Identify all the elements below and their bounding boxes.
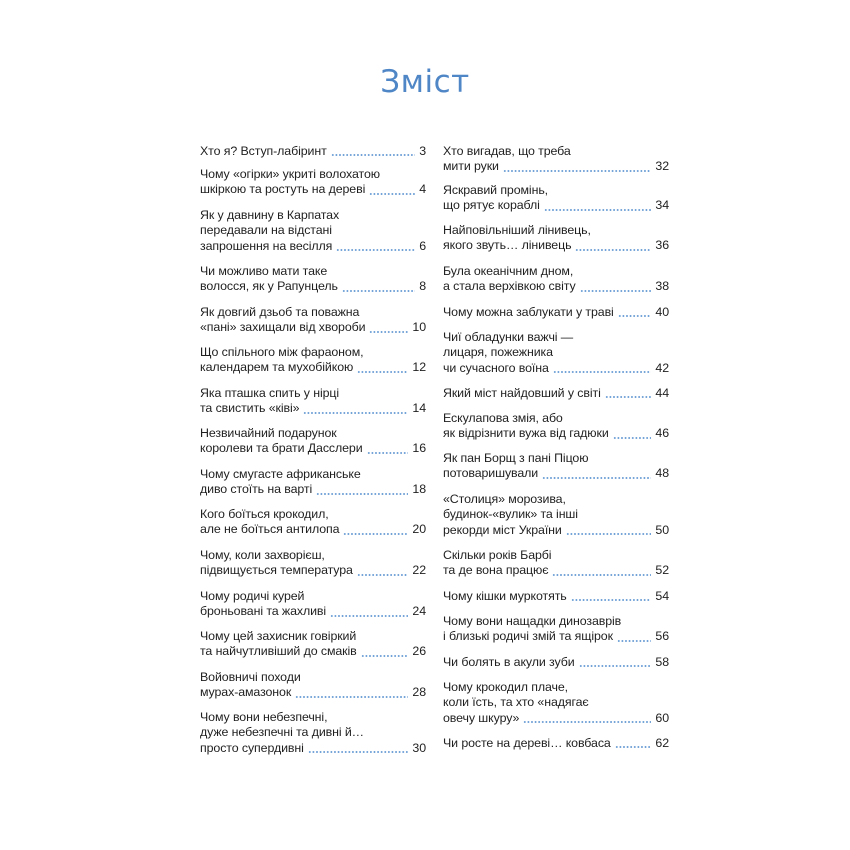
- toc-entry-title-line: коли їсть, та хто «надягає: [443, 695, 589, 710]
- toc-entry-title-line: але не боїться антилопа: [200, 522, 340, 537]
- toc-entry-title-line: рекорди міст України: [443, 522, 562, 537]
- toc-entry-title-line: Чому крокодил плаче,: [443, 680, 568, 694]
- toc-entry-title-line: як відрізнити вужа від гадюки: [443, 426, 609, 441]
- dot-leader: [618, 315, 652, 317]
- dot-leader: [342, 290, 415, 292]
- toc-entry-title-line: Чому родичі курей: [200, 589, 305, 603]
- toc-entry-title-line: Незвичайний подарунок: [200, 426, 337, 440]
- toc-entry-title-line: Чи можливо мати таке: [200, 264, 328, 278]
- toc-entry[interactable]: [443, 330, 669, 376]
- toc-entry-title-line: Чи росте на дереві… ковбаса: [443, 736, 611, 750]
- toc-page-number: 54: [655, 589, 669, 603]
- toc-entry-title-line: Ескулапова змія, або: [443, 411, 563, 425]
- toc-entry-title-line: «Столиця» морозива,: [443, 492, 566, 506]
- toc-entry[interactable]: [200, 264, 426, 295]
- toc-entry[interactable]: [200, 426, 426, 457]
- toc-entry-title-line: лицаря, пожежника: [443, 345, 553, 360]
- dot-leader: [295, 696, 408, 698]
- toc-entry-title-line: диво стоїть на варті: [200, 482, 313, 497]
- toc-page-number: 40: [655, 305, 669, 319]
- dot-leader: [575, 249, 651, 251]
- toc-page-number: 12: [412, 360, 426, 375]
- dot-leader: [580, 290, 652, 292]
- toc-entry-title-line: Хто вигадав, що треба: [443, 144, 571, 158]
- toc-entry[interactable]: [443, 492, 669, 538]
- toc-entry-title-line: Чому смугасте африканське: [200, 467, 361, 481]
- toc-entry-title-line: та найчутливіший до смаків: [200, 644, 357, 659]
- toc-page-number: 50: [655, 522, 669, 537]
- toc-entry-title-line: Чому цей захисник говіркий: [200, 629, 357, 643]
- toc-page-number: 32: [655, 159, 669, 174]
- dot-leader: [357, 371, 408, 373]
- toc-entry-title-line: Чому «огірки» укриті волохатою: [200, 167, 380, 181]
- toc-entry-title-line: просто супердивні: [200, 740, 304, 755]
- toc-page-number: 34: [655, 198, 669, 213]
- dot-leader: [369, 193, 415, 195]
- dot-leader: [566, 533, 652, 535]
- toc-entry[interactable]: [200, 345, 426, 376]
- dot-leader: [579, 665, 652, 667]
- page-title: Зміст: [380, 64, 470, 100]
- toc-entry[interactable]: [443, 223, 669, 254]
- toc-entry[interactable]: [443, 655, 669, 670]
- toc-entry-title-line: Чи болять в акули зуби: [443, 655, 575, 669]
- toc-entry-title-line: будинок-«вулик» та інші: [443, 507, 578, 522]
- toc-entry-title-line: Як пан Борщ з пані Піцою: [443, 451, 589, 465]
- toc-entry-title-line: Яка пташка спить у нірці: [200, 386, 340, 400]
- dot-leader: [308, 751, 409, 753]
- dot-leader: [303, 412, 408, 414]
- toc-entry[interactable]: [443, 183, 669, 214]
- toc-page-number: 18: [412, 482, 426, 497]
- toc-entry-title-line: якого звуть… лінивець: [443, 238, 572, 253]
- toc-entry-title-line: волосся, як у Рапунцель: [200, 279, 338, 294]
- toc-entry[interactable]: [200, 629, 426, 660]
- toc-entry-title-line: Чому кішки муркотять: [443, 589, 567, 603]
- dot-leader: [357, 574, 409, 576]
- toc-entry[interactable]: [200, 305, 426, 336]
- toc-entry-title-line: мити руки: [443, 159, 499, 174]
- toc-entry-title-line: дуже небезпечні та дивні й…: [200, 725, 364, 740]
- toc-page-number: 3: [419, 144, 426, 158]
- toc-entry-title-line: Була океанічним дном,: [443, 264, 574, 278]
- toc-entry[interactable]: [200, 386, 426, 417]
- toc-entry[interactable]: [200, 548, 426, 579]
- toc-entry[interactable]: [200, 144, 426, 159]
- dot-leader: [553, 371, 652, 373]
- toc-entry[interactable]: [200, 710, 426, 756]
- toc-entry-title-line: і близькі родичі змій та ящірок: [443, 629, 613, 644]
- toc-entry-title-line: Скільки років Барбі: [443, 548, 552, 562]
- toc-entry[interactable]: [200, 467, 426, 498]
- toc-entry-title-line: мурах-амазонок: [200, 685, 292, 700]
- toc-page-number: 38: [655, 279, 669, 294]
- toc-entry-title-line: Кого боїться крокодил,: [200, 507, 329, 521]
- toc-page-number: 46: [655, 426, 669, 441]
- toc-entry[interactable]: [443, 736, 669, 751]
- dot-leader: [571, 599, 652, 601]
- dot-leader: [331, 154, 416, 156]
- toc-page-number: 16: [412, 441, 426, 456]
- toc-page-number: 58: [655, 655, 669, 669]
- toc-entry-title-line: передавали на відстані: [200, 223, 332, 238]
- dot-leader: [542, 477, 651, 479]
- toc-entry-title-line: Як довгий дзьоб та поважна: [200, 305, 360, 319]
- toc-entry-title-line: Чиї обладунки важчі —: [443, 330, 574, 344]
- toc-entry-title-line: а стала верхівкою світу: [443, 279, 576, 294]
- dot-leader: [343, 533, 408, 535]
- dot-leader: [523, 721, 651, 723]
- toc-entry-title-line: Войовничі походи: [200, 670, 301, 684]
- dot-leader: [552, 574, 651, 576]
- toc-entry-title-line: «пані» захищали від хвороби: [200, 320, 366, 335]
- toc-entry-title-line: запрошення на весілля: [200, 238, 333, 253]
- toc-page-number: 44: [655, 386, 669, 400]
- dot-leader: [369, 331, 408, 333]
- toc-entry-title-line: Як у давнину в Карпатах: [200, 208, 340, 222]
- toc-entry-title-line: Найповільніший лінивець,: [443, 223, 591, 237]
- toc-entry[interactable]: [200, 670, 426, 701]
- toc-entry[interactable]: [200, 507, 426, 538]
- toc-page-number: 10: [412, 320, 426, 335]
- toc-entry-title-line: шкіркою та ростуть на дереві: [200, 182, 366, 197]
- dot-leader: [605, 396, 652, 398]
- toc-entry[interactable]: [443, 589, 669, 604]
- toc-page-number: 30: [412, 740, 426, 755]
- toc-page-number: 42: [655, 360, 669, 375]
- toc-entry-title-line: календарем та мухобійкою: [200, 360, 354, 375]
- toc-entry-title-line: чи сучасного воїна: [443, 360, 549, 375]
- toc-page-number: 6: [419, 238, 426, 253]
- toc-page-number: 28: [412, 685, 426, 700]
- toc-entry-title-line: підвищується температура: [200, 563, 353, 578]
- toc-page-number: 4: [419, 182, 426, 197]
- toc-entry[interactable]: [443, 386, 669, 401]
- toc-entry[interactable]: [443, 548, 669, 579]
- toc-entry-title-line: Яскравий промінь,: [443, 183, 549, 197]
- toc-entry[interactable]: [443, 411, 669, 442]
- toc-page-number: 20: [412, 522, 426, 537]
- toc-entry[interactable]: [443, 264, 669, 295]
- dot-leader: [361, 655, 409, 657]
- toc-entry-title-line: Чому вони небезпечні,: [200, 710, 328, 724]
- dot-leader: [316, 493, 408, 495]
- toc-entry-title-line: потоваришували: [443, 466, 539, 481]
- toc-entry-title-line: та де вона працює: [443, 563, 549, 578]
- dot-leader: [367, 452, 409, 454]
- toc-entry-title-line: що рятує кораблі: [443, 198, 540, 213]
- toc-entry[interactable]: [200, 589, 426, 620]
- dot-leader: [613, 437, 652, 439]
- dot-leader: [544, 209, 652, 211]
- dot-leader: [615, 746, 652, 748]
- toc-entry[interactable]: [443, 451, 669, 482]
- toc-entry-title-line: броньовані та жахливі: [200, 604, 327, 619]
- dot-leader: [330, 615, 408, 617]
- toc-entry[interactable]: [443, 305, 669, 320]
- toc-entry-title-line: та свистить «ківі»: [200, 401, 300, 416]
- dot-leader: [617, 640, 652, 642]
- toc-entry[interactable]: [200, 167, 426, 198]
- toc-entry[interactable]: [443, 144, 669, 175]
- toc-entry-title-line: королеви та брати Дасслери: [200, 441, 363, 456]
- toc-page-number: 60: [655, 710, 669, 725]
- toc-page-number: 62: [655, 736, 669, 750]
- toc-entry-title-line: Хто я? Вступ-лабіринт: [200, 144, 327, 158]
- toc-page-number: 48: [655, 466, 669, 481]
- toc-entry[interactable]: [200, 208, 426, 254]
- toc-entry-title-line: Чому можна заблукати у траві: [443, 305, 614, 319]
- toc-entry-title-line: Чому вони нащадки динозаврів: [443, 614, 622, 628]
- toc-entry-title-line: Що спільного між фараоном,: [200, 345, 364, 359]
- toc-page-number: 36: [655, 238, 669, 253]
- toc-page-number: 52: [655, 563, 669, 578]
- toc-page-number: 14: [412, 401, 426, 416]
- toc-entry-title-line: Чому, коли захворієш,: [200, 548, 325, 562]
- toc-entry-title-line: Який міст найдовший у світі: [443, 386, 601, 400]
- toc-page-number: 26: [412, 644, 426, 659]
- dot-leader: [503, 170, 652, 172]
- toc-page-number: 8: [419, 279, 426, 294]
- toc-entry[interactable]: [443, 614, 669, 645]
- toc-page-number: 22: [412, 563, 426, 578]
- toc-page-number: 24: [412, 604, 426, 619]
- toc-page-number: 56: [655, 629, 669, 644]
- toc-entry-title-line: овечу шкуру»: [443, 710, 520, 725]
- dot-leader: [336, 249, 415, 251]
- toc-entry[interactable]: [443, 680, 669, 726]
